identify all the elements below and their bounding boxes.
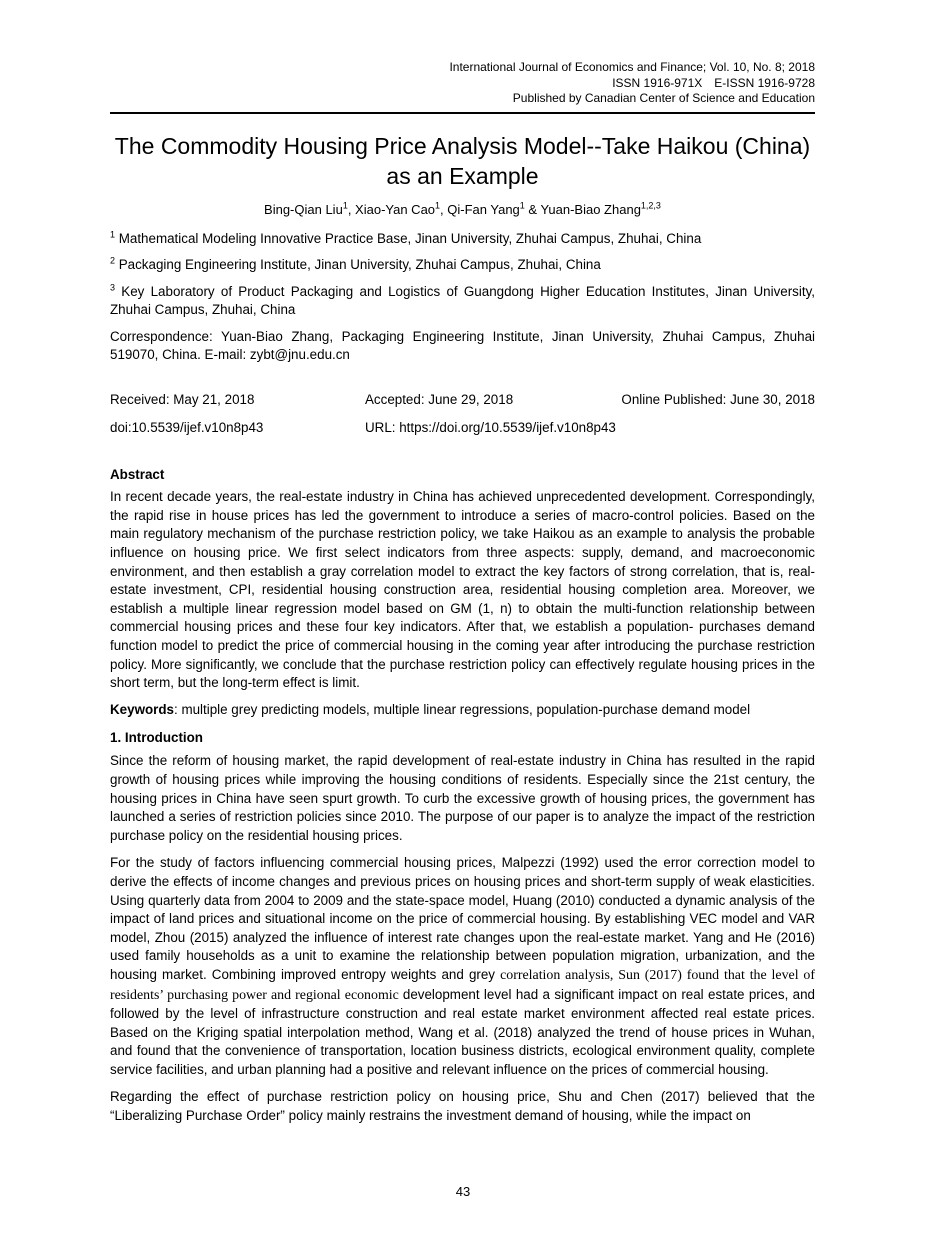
intro-paragraph-1: Since the reform of housing market, the rapid development of real-estate industry in China has resulted in the rapid growth of housing prices while improving the housing conditions of residents. Especially since the 21st century, the housing prices in China have seen spurt growth. To curb the excessive growth of housing prices, the government has launched a series of restriction policies since 2010. The purpose of our paper is to analyze the impact of the restriction purchase policy on the residential housing prices. (110, 753, 815, 843)
affiliation-item: $^1$ Mathematical Modeling Innovative Practice Base, Jinan University, Zhuhai Campus, Zhuhai, China (110, 229, 702, 246)
abstract-heading: Abstract (110, 467, 165, 483)
article-title-line1: The Commodity Housing Price Analysis Model--Take Haikou (China) (114, 132, 811, 159)
keywords-line (110, 701, 815, 720)
accepted-date: Accepted: June 29, 2018 (365, 392, 514, 408)
affiliations (110, 230, 815, 320)
header-divider (110, 112, 815, 114)
intro-p2-serif-part: correlation analysis, Sun (2017) found that the level of residents’ purchasing power and regional economic (110, 967, 816, 1003)
intro-p2-part1: For the study of factors influencing commercial housing prices, Malpezzi (1992) used the error correction model to derive the effects of income changes and previous prices on housing prices and short-term supply of weak elasticities. Using quarterly data from 2004 to 2009 and the state-space model, Huang (2010) conducted a dynamic analysis of the impact of land prices and situational income on the price of commercial housing. By establishing VEC model and VAR model, Zhou (2015) analyzed the influence of interest rate changes upon the real-estate market. Yang and He (2016) used family households as a unit to examine the relationship between population migration, urbanization, and the housing market. Combining improved entropy weights and grey (110, 855, 815, 982)
abstract-paragraph: In recent decade years, the real-estate industry in China has achieved unprecedented development. Correspondingly, the rapid rise in house prices has led the government to introduce a series of macro-control policies. Based on the main regulatory mechanism of the purchase restriction policy, we take Haikou as an example to analysis the probable influence on housing price. We first select indicators from three aspects: supply, demand, and macroeconomic environment, and then establish a gray correlation model to extract the key factors of strong correlation, that is, real- estate investment, CPI, residential housing construction area, residential housing completion area. Moreover, we establish a multiple linear regression model based on GM (1, n) to obtain the multi-function relationship between commercial housing prices and these four key indicators. After that, we establish a population- purchases demand function model to predict the price of commercial housing in the coming year after introducing the purchase restriction policy. More significantly, we conclude that the purchase restriction policy can effectively regulate housing prices in the short term, but the long-term effect is limit. (110, 489, 815, 691)
received-date: Received: May 21, 2018 (110, 392, 255, 408)
article-title (110, 131, 815, 191)
doi-row (110, 419, 815, 438)
intro-p2-part2: development level had a significant impact on real estate prices, and followed by the level of infrastructure construction and real estate market environment affected real estate prices. Based on the Kriging spatial interpolation method, Wang et al. (2018) analyzed the trend of house prices in Wuhan, and found that the convenience of transportation, location business districts, ecological environment quality, complete service facilities, and urban planning had a positive and relevant influence on the prices of commercial housing. (110, 986, 815, 1077)
article-title-line2: as an Example (386, 162, 539, 189)
keywords-label: Keywords (110, 701, 174, 717)
keywords-text: : multiple grey predicting models, multiple linear regressions, population-purchase demand model (174, 701, 751, 717)
intro-paragraph-2 (110, 854, 815, 1079)
publication-dates-row (110, 391, 815, 410)
authors-line: Bing-Qian Liu$^1$, Xiao-Yan Cao$^1$, Qi-Fan Yang$^1$ & Yuan-Biao Zhang$^{1,2,3}$ (264, 200, 661, 217)
journal-header (110, 60, 815, 107)
intro-paragraph-3: Regarding the effect of purchase restriction policy on housing price, Shu and Chen (2017) believed that the “Liberalizing Purchase Order” policy mainly restrains the investment demand of housing, while the impact on (110, 1089, 815, 1124)
doi-url: URL: https://doi.org/10.5539/ijef.v10n8p43 (365, 419, 616, 435)
affiliation-item: $^3$ Key Laboratory of Product Packaging and Logistics of Guangdong Higher Education Institutes, Jinan University, Zhuhai Campus, Zhuhai, China (110, 282, 815, 318)
page-number: 43 (455, 1184, 471, 1199)
doi-text: doi:10.5539/ijef.v10n8p43 (110, 419, 264, 435)
journal-issn-line: ISSN 1916-971X E-ISSN 1916-9728 (612, 75, 815, 90)
online-published-date: Online Published: June 30, 2018 (621, 392, 815, 408)
journal-publisher-line: Published by Canadian Center of Science and Education (512, 91, 815, 105)
correspondence: Correspondence: Yuan-Biao Zhang, Packaging Engineering Institute, Jinan University, Zhuhai Campus, Zhuhai 519070, China. E-mail: zybt@jnu.edu.cn (110, 328, 815, 363)
introduction-heading: 1. Introduction (110, 730, 203, 746)
affiliation-item: $^2$ Packaging Engineering Institute, Jinan University, Zhuhai Campus, Zhuhai, China (110, 255, 601, 273)
journal-title-line: International Journal of Economics and Finance; Vol. 10, No. 8; 2018 (449, 60, 815, 74)
